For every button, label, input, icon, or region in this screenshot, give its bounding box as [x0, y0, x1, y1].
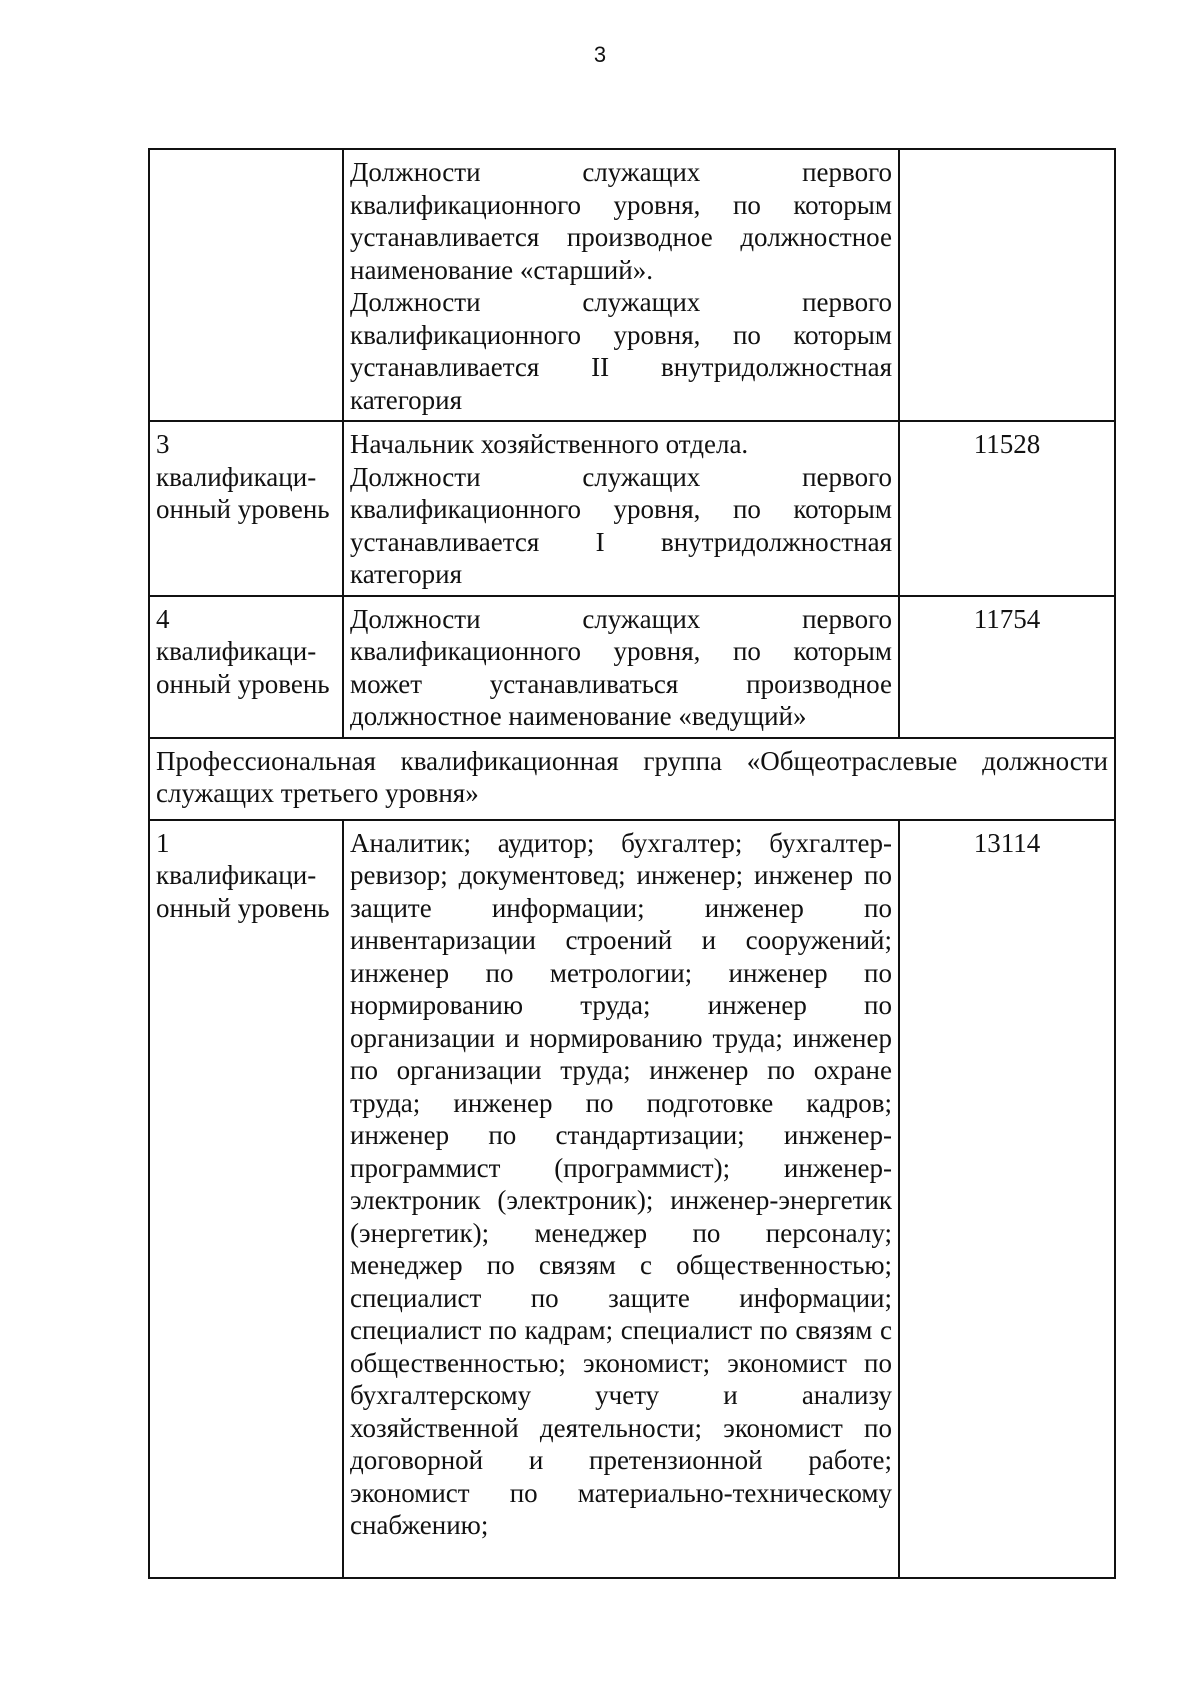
table-row — [149, 820, 1115, 1578]
positions-paragraph: Должности служащих первого квалификационного уровня, по которым может устанавливаться производное должностное наименование «ведущий» — [350, 603, 892, 731]
positions-paragraph: Аналитик; аудитор; бухгалтер; бухгалтер-ревизор; документовед; инженер; инженер по защите информации; инженер по инвентаризации строений и сооружений; инженер по метрологии; инженер по нормированию труда; инженер по организации и нормированию труда; инженер по организации труда; инженер по охране труда; инженер по подготовке кадров; инженер по стандартизации; инженер-программист (программист); инженер-электроник (электроник); инженер-энергетик (энергетик); менеджер по персоналу; менеджер по связям с общественностью; специалист по защите информации; специалист по кадрам; специалист по связям с общественностью; экономист; экономист по бухгалтерскому учету и анализу хозяйственной деятельности; экономист по договорной и претензионной работе; экономист по материально-техническому снабжению; — [350, 827, 892, 1540]
level-label: квалификаци-онный уровень — [156, 860, 330, 923]
salary-cell — [899, 149, 1115, 421]
level-number: 4 — [156, 603, 170, 634]
table-row — [149, 149, 1115, 421]
group-header-row — [149, 738, 1115, 820]
table-row — [149, 421, 1115, 596]
salary-cell: 11754 — [899, 596, 1115, 738]
salary-cell: 11528 — [899, 421, 1115, 596]
level-cell — [149, 820, 343, 1578]
positions-paragraph: Должности служащих первого квалификационного уровня, по которым устанавливается II внутридолжностная категория — [350, 287, 892, 415]
page-number: 3 — [593, 42, 607, 67]
qualification-table — [148, 148, 1116, 1579]
salary-cell: 13114 — [899, 820, 1115, 1578]
positions-paragraph: Должности служащих первого квалификационного уровня, по которым устанавливается I внутридолжностная категория — [350, 461, 892, 589]
level-cell — [149, 596, 343, 738]
level-cell — [149, 149, 343, 421]
positions-cell — [343, 421, 899, 596]
level-label: квалификаци-онный уровень — [156, 461, 330, 524]
level-number: 1 — [156, 827, 170, 858]
positions-cell — [343, 596, 899, 738]
level-number: 3 — [156, 429, 170, 459]
positions-paragraph: Должности служащих первого квалификационного уровня, по которым устанавливается производное должностное наименование «старший». — [350, 157, 892, 285]
level-cell — [149, 421, 343, 596]
level-label: квалификаци-онный уровень — [156, 636, 330, 699]
table-row — [149, 596, 1115, 738]
positions-cell — [343, 149, 899, 421]
positions-cell — [343, 820, 899, 1578]
positions-paragraph: Начальник хозяйственного отдела. — [350, 429, 749, 459]
group-header: Профессиональная квалификационная группа «Общеотраслевые должности служащих третьего уровня» — [149, 738, 1115, 820]
